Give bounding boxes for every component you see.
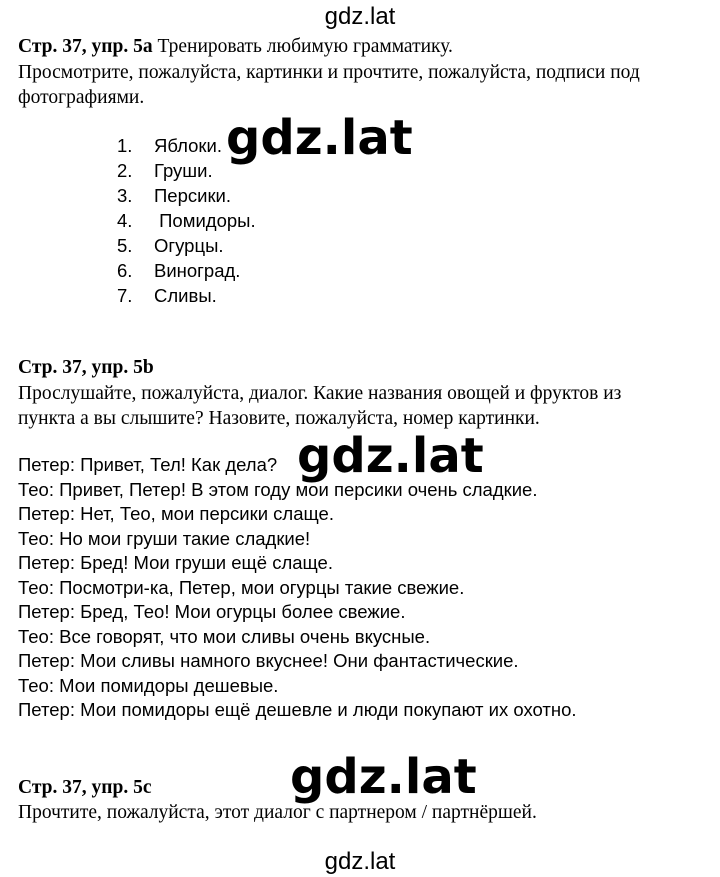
section-b-instruction-line2: пункта а вы слышите? Назовите, пожалуйста, номер картинки. xyxy=(18,408,540,429)
watermark-large-3: gdz.lat xyxy=(290,749,477,805)
watermark-large-2: gdz.lat xyxy=(297,428,484,484)
section-a-heading-line xyxy=(18,34,453,59)
watermark-large-1: gdz.lat xyxy=(226,110,413,166)
list-item: 5. Огурцы. xyxy=(117,235,224,256)
dialog-line: Петер: Бред! Мои груши ещё слаще. xyxy=(18,552,333,573)
list-item: 3. Персики. xyxy=(117,185,232,206)
list-item: 2. Груши. xyxy=(117,160,213,181)
section-a-instruction-line1: Просмотрите, пожалуйста, картинки и прочтите, пожалуйста, подписи под xyxy=(18,62,640,83)
list-item: 1. Яблоки. xyxy=(117,135,222,156)
section-a-instruction-line2: фотографиями. xyxy=(18,87,145,108)
dialog-line: Тео: Но мои груши такие сладкие! xyxy=(18,527,311,549)
dialog-line: Петер: Привет, Тел! Как дела? xyxy=(18,454,278,475)
dialog-line: Петер: Нет, Тео, мои персики слаще. xyxy=(18,503,334,524)
watermark-bottom: gdz.lat xyxy=(324,848,396,875)
section-a-heading-rest: Тренировать любимую грамматику. xyxy=(152,36,453,57)
dialog-line: Тео: Мои помидоры дешевые. xyxy=(18,674,279,696)
section-a-heading: Стр. 37, упр. 5a xyxy=(18,36,153,57)
dialog-line: Петер: Бред, Тео! Мои огурцы более свежие. xyxy=(18,601,406,622)
section-b-instruction-line1: Прослушайте, пожалуйста, диалог. Какие названия овощей и фруктов из xyxy=(18,383,622,404)
list-item: 4. Помидоры. xyxy=(117,210,256,231)
section-c-heading: Стр. 37, упр. 5c xyxy=(18,777,152,798)
dialog-line: Петер: Мои сливы намного вкуснее! Они фантастические. xyxy=(18,650,519,671)
dialog-line: Петер: Мои помидоры ещё дешевле и люди покупают их охотно. xyxy=(18,699,577,720)
dialog-line: Тео: Все говорят, что мои сливы очень вкусные. xyxy=(18,625,431,647)
list-item: 7. Сливы. xyxy=(117,285,217,306)
list-item: 6. Виноград. xyxy=(117,260,241,281)
dialog-line: Тео: Привет, Петер! В этом году мои персики очень сладкие. xyxy=(18,478,538,500)
dialog xyxy=(18,453,577,723)
watermark-top: gdz.lat xyxy=(324,3,396,30)
dialog-line: Тео: Посмотри-ка, Петер, мои огурцы такие свежие. xyxy=(18,576,465,598)
section-b-heading: Стр. 37, упр. 5b xyxy=(18,357,154,378)
section-c-instruction: Прочтите, пожалуйста, этот диалог с партнером / партнёршей. xyxy=(18,802,537,823)
